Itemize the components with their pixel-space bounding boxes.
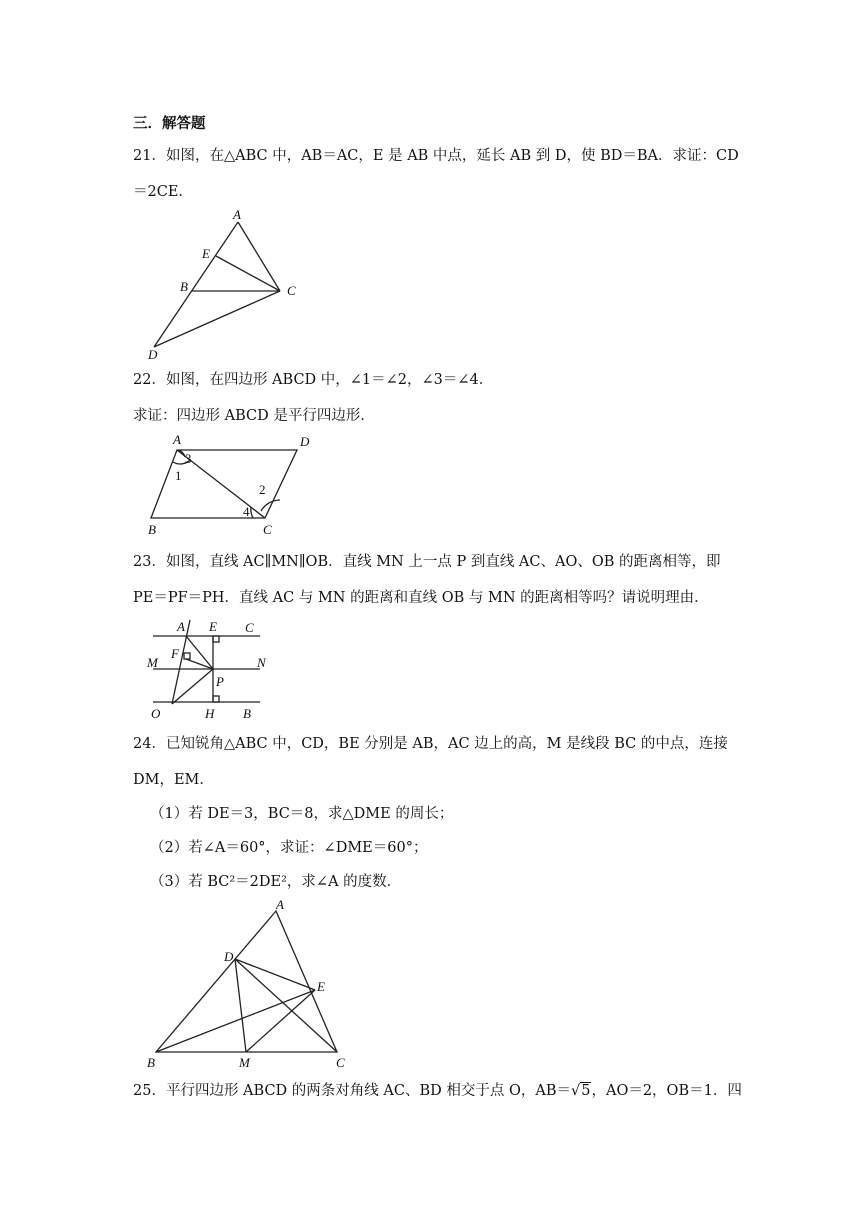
q22-text-line1: 22．如图，在四边形 ABCD 中，∠1＝∠2，∠3＝∠4． <box>133 372 494 388</box>
q21-label-C: C <box>287 283 296 298</box>
q22-angle-1: 1 <box>175 468 182 483</box>
q22-figure <box>140 428 320 543</box>
q22-text-line2: 求证：四边形 ABCD 是平行四边形． <box>133 408 375 424</box>
q21-text-line1: 21．如图，在△ABC 中，AB＝AC，E 是 AB 中点，延长 AB 到 D，使 BD＝BA．求证：CD <box>133 148 739 164</box>
q21-figure <box>140 205 310 365</box>
q23-text-line1: 23．如图，直线 AC∥MN∥OB．直线 MN 上一点 P 到直线 AC、AO、OB 的距离相等，即 <box>133 554 721 570</box>
q21-text-line2: ＝2CE． <box>133 184 193 200</box>
q24-subquestion-3: （3）若 BC²＝2DE²，求∠A 的度数． <box>150 874 402 890</box>
q25-text-line1 <box>133 1081 742 1101</box>
q24-label-D: D <box>224 949 234 964</box>
q21-label-A: A <box>233 207 241 222</box>
q24-label-M: M <box>239 1055 250 1070</box>
q24-label-A: A <box>276 897 284 912</box>
q24-text-line2: DM，EM． <box>133 772 214 788</box>
q22-label-D: D <box>300 434 310 449</box>
q25-text-end: ，AO＝2，OB＝1．四 <box>591 1083 742 1099</box>
q23-label-E: E <box>209 619 217 634</box>
q22-angle-2: 2 <box>259 482 266 497</box>
q21-label-E: E <box>202 246 210 261</box>
q25-sqrt-value: 5 <box>581 1083 591 1099</box>
q22-angle-3: 3 <box>185 451 192 466</box>
q23-figure <box>145 612 270 724</box>
q23-label-P: P <box>216 674 224 689</box>
q22-label-A: A <box>173 432 181 447</box>
q22-angle-4: 4 <box>243 504 250 519</box>
q23-label-F: F <box>171 646 179 661</box>
q25-text-start: 25．平行四边形 ABCD 的两条对角线 AC、BD 相交于点 O，AB＝ <box>133 1083 571 1099</box>
q23-label-M: M <box>147 655 158 670</box>
q24-figure <box>140 895 360 1075</box>
q23-label-B: B <box>243 706 251 721</box>
q23-text-line2: PE＝PF＝PH．直线 AC 与 MN 的距离和直线 OB 与 MN 的距离相等吗？请说明理由． <box>133 590 709 606</box>
q24-subquestion-2: （2）若∠A＝60°，求证：∠DME＝60°； <box>150 840 428 856</box>
q23-label-H: H <box>205 706 215 721</box>
q25-sqrt: √5 <box>570 1083 591 1099</box>
q23-label-A: A <box>177 619 185 634</box>
q24-label-E: E <box>317 979 325 994</box>
q24-label-C: C <box>336 1055 345 1070</box>
q24-text-line1: 24．已知锐角△ABC 中，CD，BE 分别是 AB，AC 边上的高，M 是线段 BC 的中点，连接 <box>133 736 728 752</box>
q23-label-C: C <box>245 620 254 635</box>
q21-label-D: D <box>148 347 158 362</box>
q22-label-C: C <box>263 522 272 537</box>
q23-label-O: O <box>151 706 161 721</box>
q24-label-B: B <box>147 1055 155 1070</box>
q23-label-N: N <box>257 655 266 670</box>
q24-subquestion-1: （1）若 DE＝3，BC＝8，求△DME 的周长； <box>150 806 454 822</box>
q22-label-B: B <box>148 522 156 537</box>
q21-label-B: B <box>180 279 188 294</box>
section-title: 三．解答题 <box>133 116 206 132</box>
